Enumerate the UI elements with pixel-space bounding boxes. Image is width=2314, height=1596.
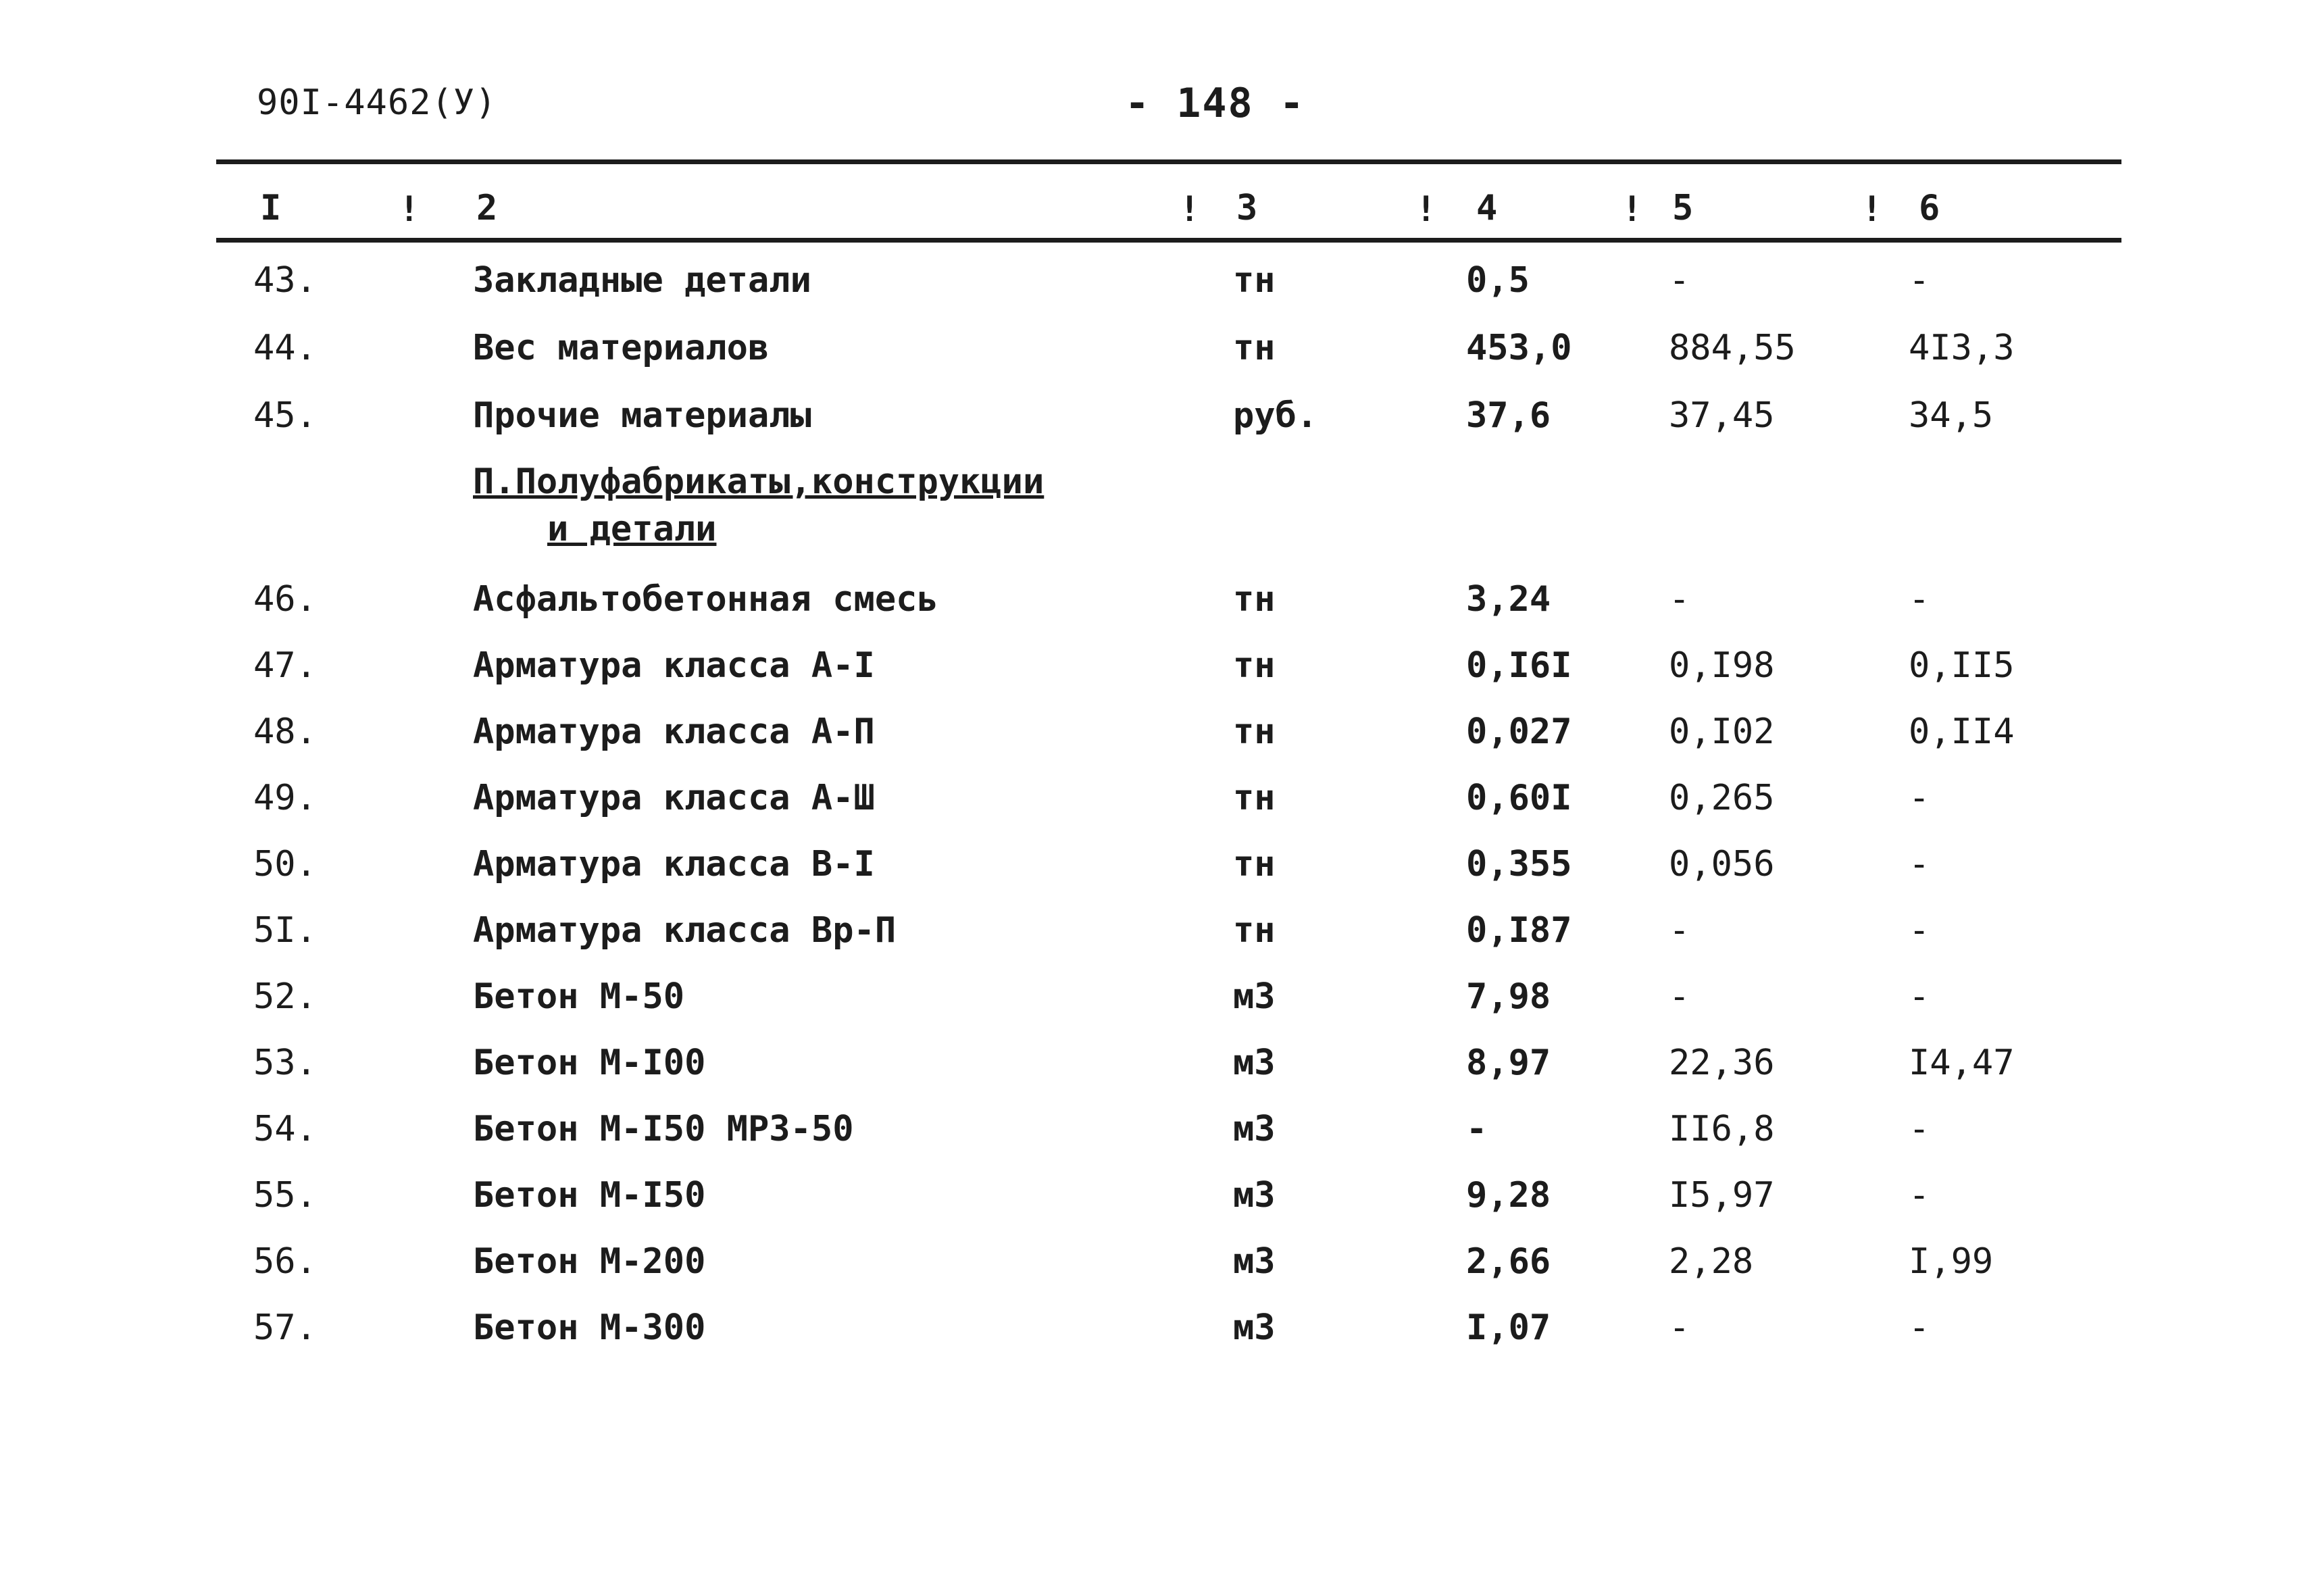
row-unit: тн [1233,579,1276,620]
row-value-4: 0,5 [1466,260,1530,301]
table-row [0,976,2314,1030]
row-name: Вес материалов [473,328,770,368]
row-value-5: II6,8 [1669,1109,1775,1149]
table-row [0,1241,2314,1295]
row-value-4: 2,66 [1466,1241,1551,1282]
row-value-6: 34,5 [1909,395,1994,436]
row-value-4: I,07 [1466,1307,1551,1348]
row-name: Арматура класса А-I [473,645,875,686]
table-row [0,778,2314,832]
row-value-4: 0,I87 [1466,910,1572,951]
row-value-6: - [1909,260,1930,301]
row-index: 50. [253,844,317,884]
section-heading [473,458,1044,553]
column-separator: ! [1179,189,1201,230]
row-value-5: - [1669,579,1690,620]
row-name: Бетон М-I00 [473,1043,706,1083]
row-index: 53. [253,1043,317,1083]
row-unit: м3 [1233,976,1276,1017]
row-value-5: 22,36 [1669,1043,1775,1083]
row-name: Арматура класса А-Ш [473,778,875,818]
row-value-5: 0,I02 [1669,712,1775,752]
row-value-4: 3,24 [1466,579,1551,620]
column-separator: ! [1415,189,1437,230]
row-value-4: 453,0 [1466,328,1572,368]
row-unit: руб. [1233,395,1318,436]
row-value-4: 0,355 [1466,844,1572,884]
row-value-6: - [1909,910,1930,951]
row-unit: м3 [1233,1241,1276,1282]
table-row [0,712,2314,766]
row-unit: тн [1233,844,1276,884]
row-name: Бетон М-200 [473,1241,706,1282]
row-value-4: 0,027 [1466,712,1572,752]
table-row [0,910,2314,964]
row-unit: м3 [1233,1043,1276,1083]
row-name: Бетон М-I50 [473,1175,706,1216]
row-index: 48. [253,712,317,752]
column-number-6: 6 [1919,188,1940,228]
row-value-6: 0,II5 [1909,645,2015,686]
row-unit: тн [1233,328,1276,368]
column-number-1: I [260,188,282,228]
row-value-4: 37,6 [1466,395,1551,436]
row-value-6: I4,47 [1909,1043,2015,1083]
row-value-6: - [1909,844,1930,884]
row-unit: тн [1233,778,1276,818]
row-value-5: 0,I98 [1669,645,1775,686]
page-number: - 148 - [1125,80,1305,127]
section-heading-line-1: П.Полуфабрикаты,конструкции [473,462,1045,502]
row-index: 52. [253,976,317,1017]
row-value-4: 8,97 [1466,1043,1551,1083]
row-index: 47. [253,645,317,686]
column-number-2: 2 [476,188,498,228]
row-value-6: - [1909,976,1930,1017]
row-index: 44. [253,328,317,368]
row-index: 56. [253,1241,317,1282]
section-heading-line-2: и детали [547,509,717,549]
row-value-6: - [1909,579,1930,620]
row-value-4: 0,I6I [1466,645,1572,686]
row-value-5: 0,056 [1669,844,1775,884]
row-name: Арматура класса А-П [473,712,875,752]
row-value-5: - [1669,260,1690,301]
row-value-6: - [1909,1175,1930,1216]
row-index: 57. [253,1307,317,1348]
row-value-5: 2,28 [1669,1241,1754,1282]
row-value-6: - [1909,1307,1930,1348]
row-value-4: - [1466,1109,1488,1149]
row-value-5: 884,55 [1669,328,1796,368]
table-row [0,1175,2314,1229]
row-index: 54. [253,1109,317,1149]
row-index: 49. [253,778,317,818]
row-unit: тн [1233,645,1276,686]
row-value-5: - [1669,910,1690,951]
row-name: Закладные детали [473,260,811,301]
row-value-4: 9,28 [1466,1175,1551,1216]
column-number-5: 5 [1672,188,1694,228]
row-index: 46. [253,579,317,620]
table-row [0,1109,2314,1163]
row-unit: тн [1233,910,1276,951]
row-value-6: - [1909,1109,1930,1149]
row-index: 43. [253,260,317,301]
column-separator: ! [1621,189,1643,230]
row-value-4: 7,98 [1466,976,1551,1017]
table-row [0,645,2314,699]
row-index: 45. [253,395,317,436]
row-name: Бетон М-50 [473,976,685,1017]
table-row [0,579,2314,633]
row-value-6: - [1909,778,1930,818]
row-value-5: - [1669,1307,1690,1348]
row-value-4: 0,60I [1466,778,1572,818]
row-unit: м3 [1233,1175,1276,1216]
column-separator: ! [399,189,420,230]
row-value-5: I5,97 [1669,1175,1775,1216]
header-rule-top [216,159,2121,164]
row-name: Асфальтобетонная смесь [473,579,938,620]
row-unit: тн [1233,712,1276,752]
table-row [0,395,2314,449]
row-name: Бетон М-I50 МРЗ-50 [473,1109,854,1149]
column-number-4: 4 [1476,188,1498,228]
column-number-3: 3 [1236,188,1258,228]
row-value-6: I,99 [1909,1241,1994,1282]
row-unit: тн [1233,260,1276,301]
row-name: Арматура класса В-I [473,844,875,884]
table-row [0,844,2314,898]
row-value-6: 4I3,3 [1909,328,2015,368]
row-unit: м3 [1233,1307,1276,1348]
table-row [0,1043,2314,1097]
row-value-5: - [1669,976,1690,1017]
row-value-6: 0,II4 [1909,712,2015,752]
document-code: 90I-4462(У) [257,82,497,123]
table-row [0,328,2314,382]
row-name: Прочие материалы [473,395,811,436]
header-rule-bottom [216,238,2121,243]
table-row [0,260,2314,314]
column-separator: ! [1861,189,1883,230]
row-name: Бетон М-300 [473,1307,706,1348]
row-value-5: 0,265 [1669,778,1775,818]
row-unit: м3 [1233,1109,1276,1149]
table-row [0,1307,2314,1362]
row-value-5: 37,45 [1669,395,1775,436]
row-index: 55. [253,1175,317,1216]
row-index: 5I. [253,910,317,951]
row-name: Арматура класса Вр-П [473,910,897,951]
